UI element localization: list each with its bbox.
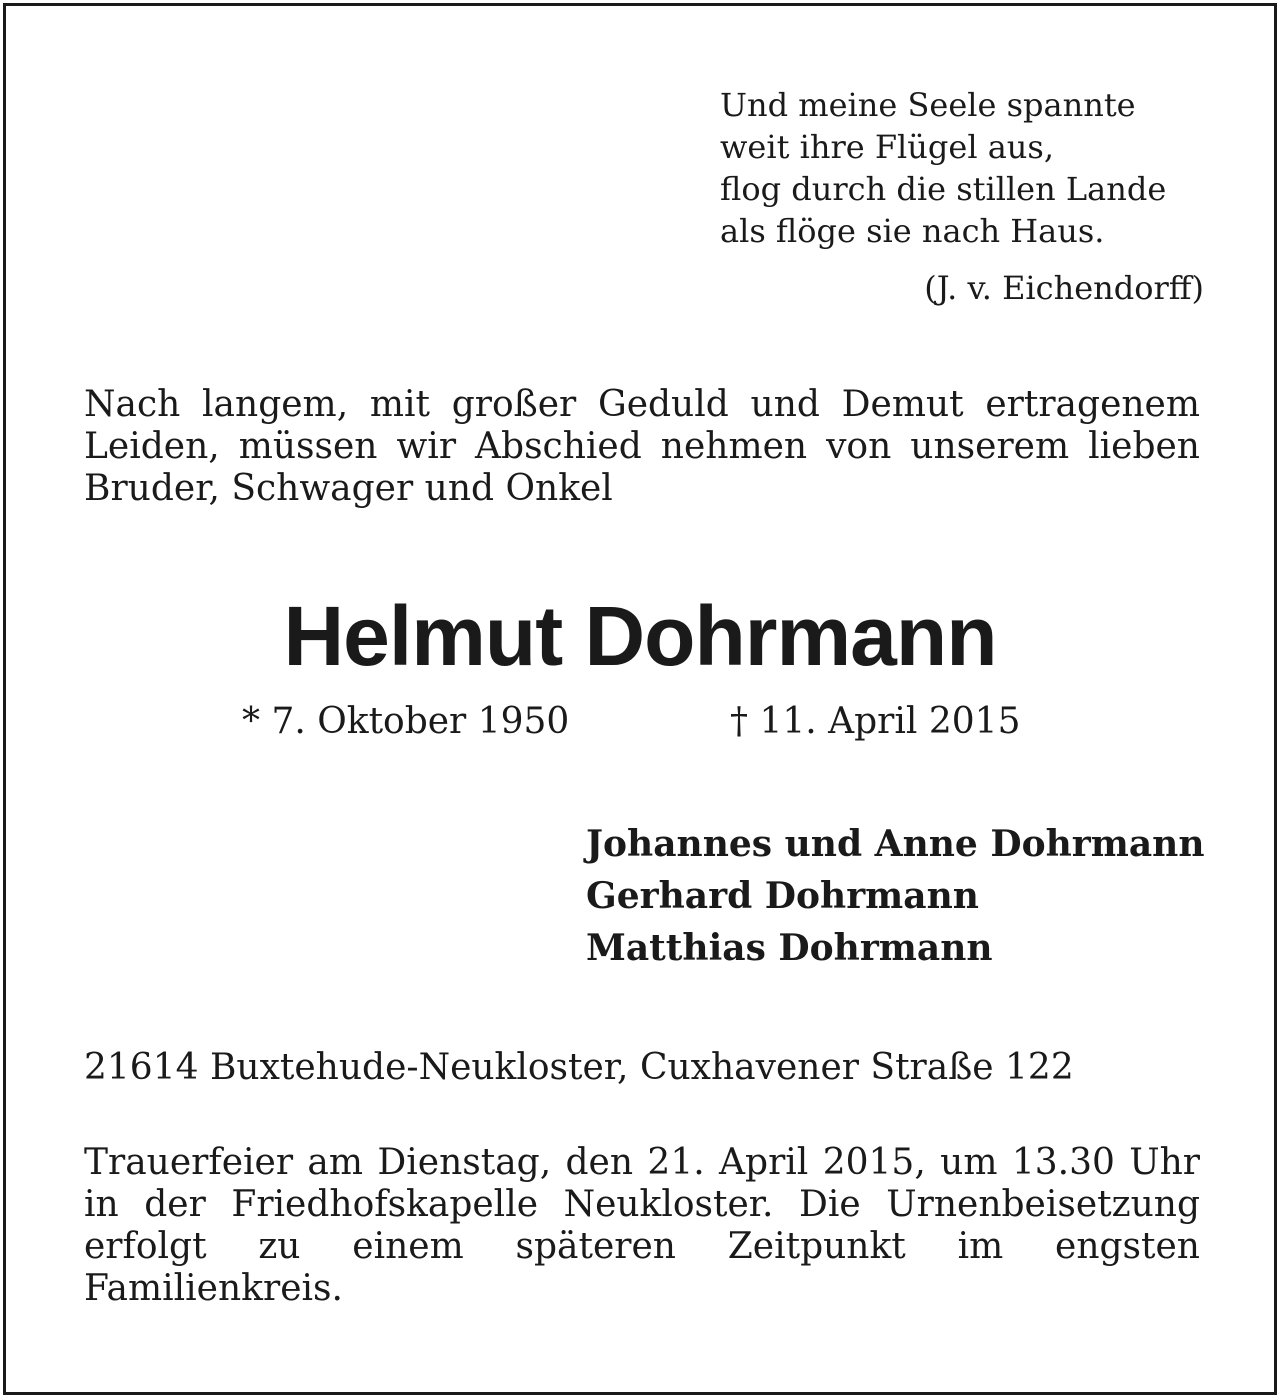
- family-member: Gerhard Dohrmann: [586, 875, 979, 917]
- poem-line: Und meine Seele spannte: [720, 86, 1136, 124]
- birth-date: * 7. Oktober 1950: [242, 701, 570, 742]
- family-member: Matthias Dohrmann: [586, 927, 993, 969]
- deceased-name: Helmut Dohrmann: [283, 589, 997, 683]
- poem-line: als flöge sie nach Haus.: [720, 212, 1105, 250]
- death-date: † 11. April 2015: [730, 701, 1021, 742]
- address: 21614 Buxtehude-Neukloster, Cuxhavener Straße 122: [84, 1047, 1074, 1088]
- poem-line: weit ihre Flügel aus,: [720, 128, 1054, 166]
- intro-text: Nach langem, mit großer Geduld und Demut ertragenem Leiden, müssen wir Abschied nehmen von unserem lieben Bruder, Schwager und Onkel: [84, 384, 1200, 509]
- poem: [720, 84, 1210, 252]
- family-member: Johannes und Anne Dohrmann: [586, 823, 1205, 865]
- service-info: Trauerfeier am Dienstag, den 21. April 2015, um 13.30 Uhr in der Friedhofskapelle Neukloster. Die Urnenbeisetzung erfolgt zu einem späteren Zeitpunkt im engsten Familienkreis.: [84, 1142, 1200, 1309]
- poem-line: flog durch die stillen Lande: [720, 170, 1167, 208]
- poem-author: (J. v. Eichendorff): [924, 269, 1204, 307]
- family-signatures: [586, 818, 1205, 974]
